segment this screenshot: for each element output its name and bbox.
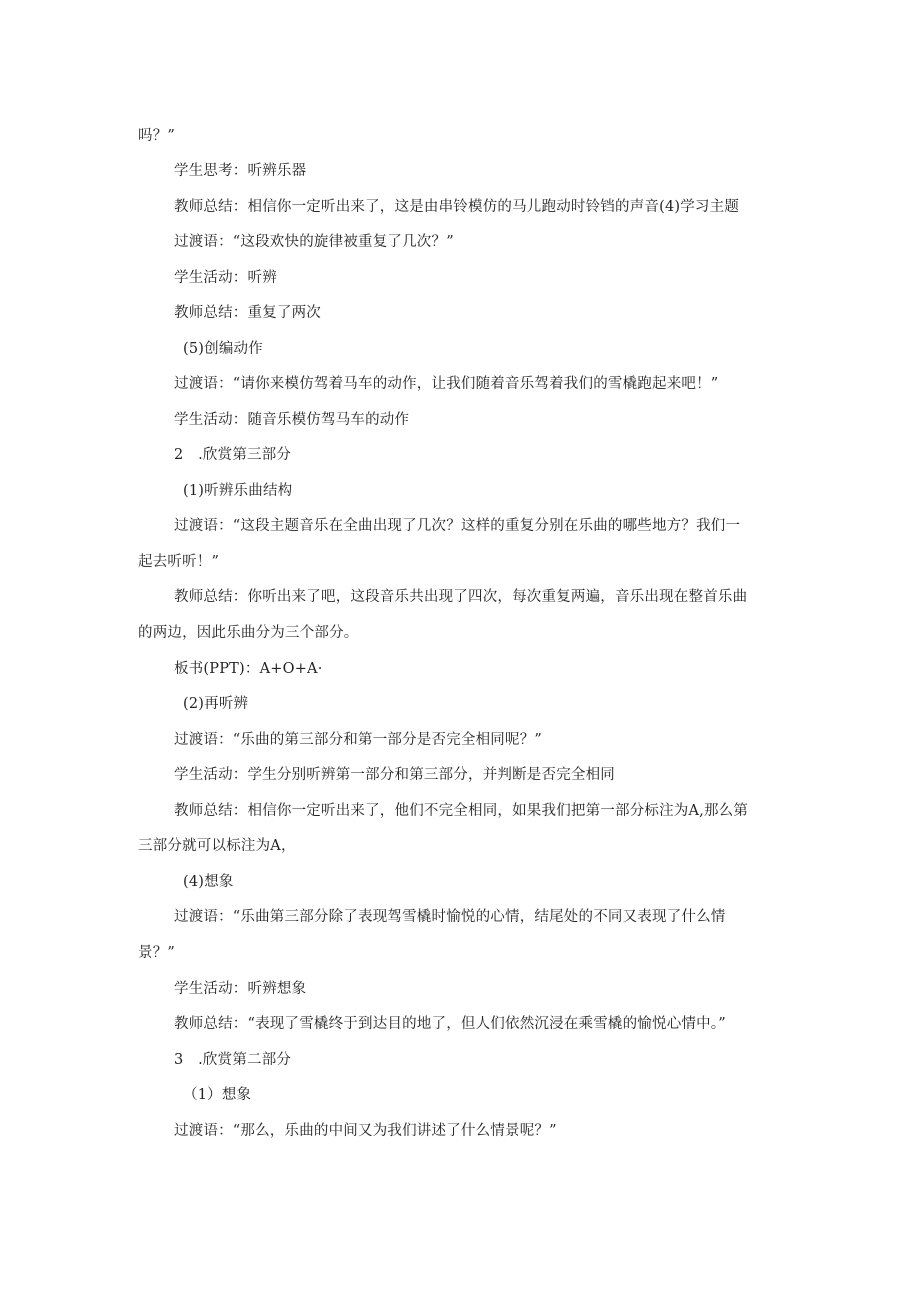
text-line: 过渡语：“那么，乐曲的中间又为我们讲述了什么情景呢？”: [174, 1123, 557, 1139]
text-line: 教师总结：相信你一定听出来了，他们不完全相同，如果我们把第一部分标注为A,那么第: [174, 803, 749, 819]
text-line: 过渡语：“这段主题音乐在全曲出现了几次？这样的重复分别在乐曲的哪些地方？我们一: [174, 518, 741, 534]
text-line: 起去听听！”: [138, 554, 220, 570]
text-line: (2)再听辨: [183, 696, 249, 712]
text-line: 板书(PPT)：A+O+A·: [174, 661, 323, 677]
text-line: (5)创编动作: [183, 341, 263, 357]
text-line: 吗？”: [138, 128, 176, 144]
text-line: 教师总结：重复了两次: [174, 305, 321, 321]
text-line: 过渡语：“乐曲的第三部分和第一部分是否完全相同呢？”: [174, 732, 543, 748]
text-line: 3 .欣赏第二部分: [174, 1052, 292, 1068]
text-line: 的两边，因此乐曲分为三个部分。: [138, 625, 359, 641]
text-line: 过渡语：“乐曲第三部分除了表现驾雪橇时愉悦的心情，结尾处的不同又表现了什么情: [174, 909, 726, 925]
text-line: 景？”: [138, 945, 176, 961]
text-line: 过渡语：“请你来模仿驾着马车的动作，让我们随着音乐驾着我们的雪橇跑起来吧！”: [174, 376, 719, 392]
text-line: 过渡语：“这段欢快的旋律被重复了几次？”: [174, 234, 454, 250]
text-line: 学生活动：随音乐模仿驾马车的动作: [174, 412, 410, 428]
text-line: 三部分就可以标注为A，: [138, 838, 296, 854]
text-line: 学生活动：听辨想象: [174, 981, 307, 997]
text-line: 教师总结：你听出来了吧，这段音乐共出现了四次，每次重复两遍，音乐出现在整首乐曲: [174, 589, 748, 605]
text-line: 2 .欣赏第三部分: [174, 447, 292, 463]
text-line: 学生思考：听辨乐器: [174, 163, 307, 179]
text-line: 教师总结：“表现了雪橇终于到达目的地了，但人们依然沉浸在乘雪橇的愉悦心情中。”: [174, 1016, 726, 1032]
text-line: (1)听辨乐曲结构: [183, 483, 293, 499]
text-line: 学生活动：学生分别听辨第一部分和第三部分，并判断是否完全相同: [174, 767, 615, 783]
text-line: （1）想象: [183, 1087, 252, 1103]
text-line: 学生活动：听辨: [174, 270, 277, 286]
text-line: 教师总结：相信你一定听出来了，这是由串铃模仿的马儿跑动时铃铛的声音(4)学习主题: [174, 199, 740, 215]
text-line: (4)想象: [183, 874, 234, 890]
